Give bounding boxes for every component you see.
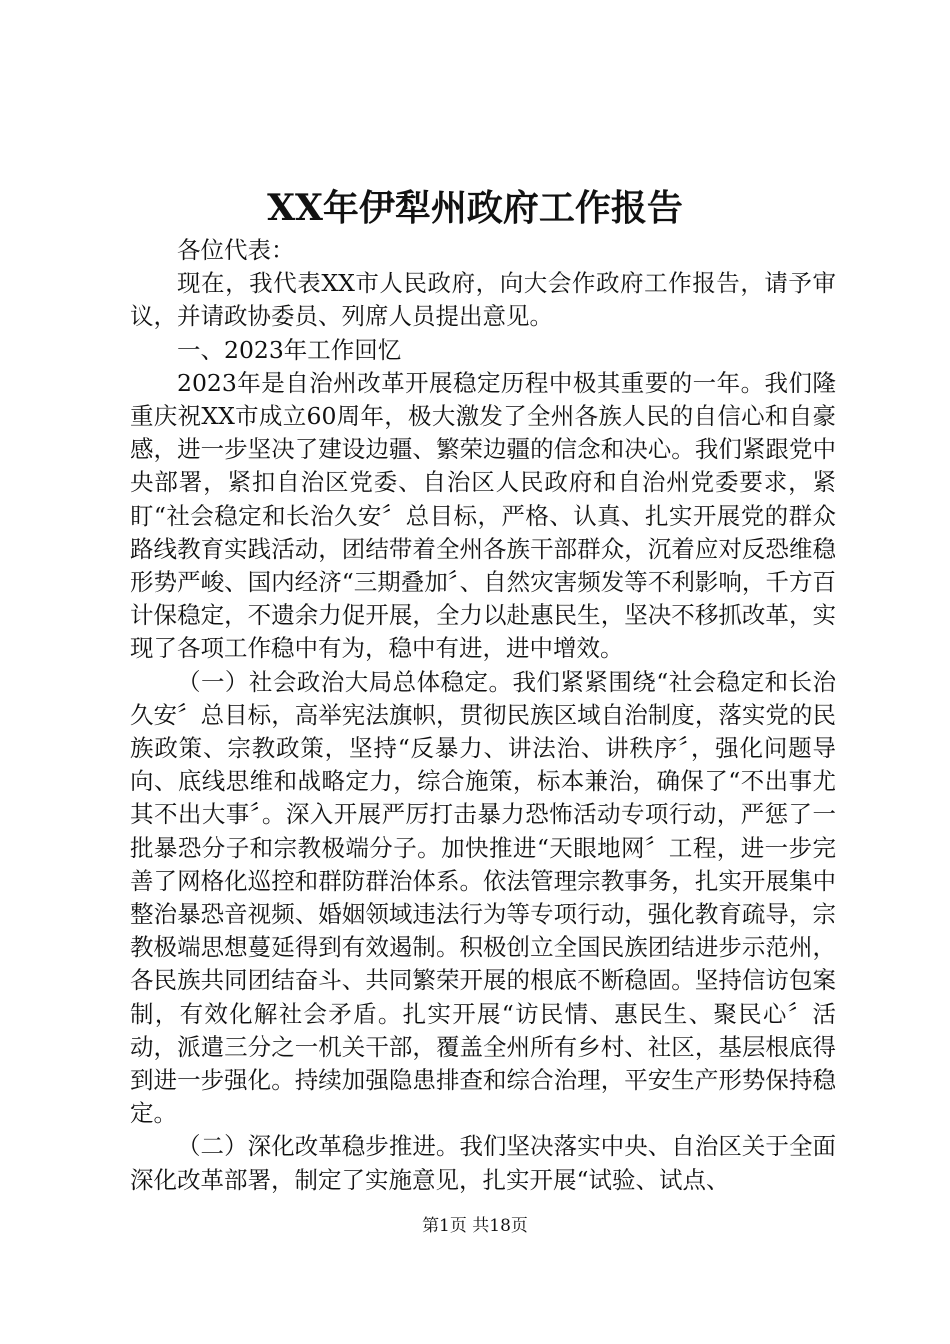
paragraph-intro: 现在，我代表XX市人民政府，向大会作政府工作报告，请予审议，并请政协委员、列席人员提出意见。	[130, 269, 836, 331]
page-footer: 第1页 共18页	[422, 1216, 528, 1236]
paragraph-social-stability: （一）社会政治大局总体稳定。我们紧紧围绕“社会稳定和长治久安〞总目标，高举宪法旗帜，贯彻民族区域自治制度，落实党的民族政策、宗教政策，坚持“反暴力、讲法治、讲秩序〞，强化问题导向、底线思维和战略定力，综合施策，标本兼治，确保了“不出事尤其不出大事〞。深入开展严厉打击暴力恐怖活动专项行动，严惩了一批暴恐分子和宗教极端分子。加快推进“天眼地网〞工程，进一步完善了网格化巡控和群防群治体系。依法管理宗教事务，扎实开展集中整治暴恐音视频、婚姻领域违法行为等专项行动，强化教育疏导，宗教极端思想蔓延得到有效遏制。积极创立全国民族团结进步示范州，各民族共同团结奋斗、共同繁荣开展的根底不断稳固。坚持信访包案制，有效化解社会矛盾。扎实开展“访民情、惠民生、聚民心〞活动，派遣三分之一机关干部，覆盖全州所有乡村、社区，基层根底得到进一步强化。持续加强隐患排查和综合治理，平安生产形势保持稳定。	[130, 667, 836, 1128]
document-title: XX年伊犁州政府工作报告	[267, 187, 683, 229]
paragraph-overview: 2023年是自治州改革开展稳定历程中极其重要的一年。我们隆重庆祝XX市成立60周年，极大激发了全州各族人民的自信心和自豪感，进一步坚决了建设边疆、繁荣边疆的信念和决心。我们紧跟党中央部署，紧扣自治区党委、自治区人民政府和自治州党委要求，紧盯“社会稳定和长治久安〞总目标，严格、认真、扎实开展党的群众路线教育实践活动，团结带着全州各族干部群众，沉着应对反恐维稳形势严峻、国内经济“三期叠加〞、自然灾害频发等不利影响，千方百计保稳定，不遗余力促开展，全力以赴惠民生，坚决不移抓改革，实现了各项工作稳中有为，稳中有进，进中增效。	[130, 368, 836, 663]
section-heading: 一、2023年工作回忆	[177, 335, 402, 364]
paragraph-reform: （二）深化改革稳步推进。我们坚决落实中央、自治区关于全面深化改革部署，制定了实施意见，扎实开展“试验、试点、	[130, 1132, 836, 1194]
salutation: 各位代表：	[177, 236, 295, 264]
document-body	[130, 234, 836, 1197]
